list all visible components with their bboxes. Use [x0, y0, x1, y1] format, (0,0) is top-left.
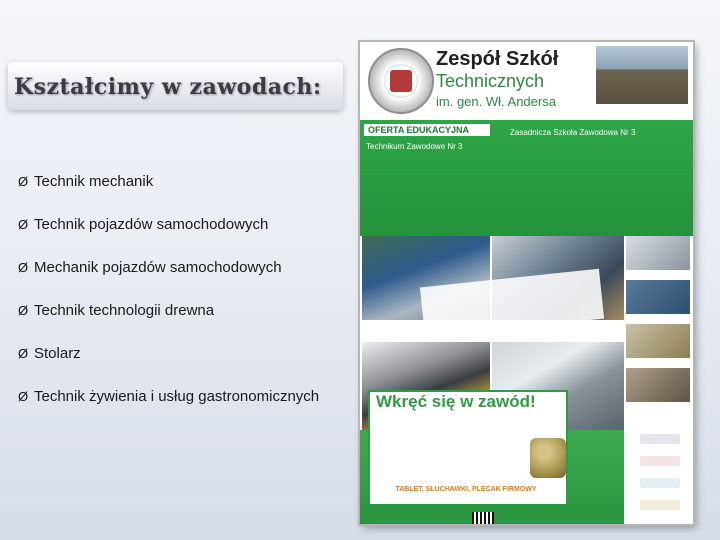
school-emblem-icon — [368, 48, 434, 114]
poster-offer-label: OFERTA EDUKACYJNA — [364, 124, 490, 136]
bullet-text: Technik technologii drewna — [34, 302, 215, 319]
qr-code-icon — [472, 512, 494, 524]
bullet-list — [18, 160, 358, 418]
bullet-item — [18, 203, 358, 246]
school-building-photo — [596, 46, 688, 104]
arrow-bullet-icon: Ø — [18, 389, 29, 404]
arrow-bullet-icon: Ø — [18, 303, 29, 318]
contest-title: Wkręć się w zawód! — [376, 392, 536, 411]
emblem-center — [390, 70, 412, 92]
slide-title: Kształcimy w zawodach: — [14, 74, 322, 100]
poster-school-patron: im. gen. Wł. Andersa — [436, 94, 556, 109]
sponsor-logo — [640, 434, 680, 444]
bullet-item — [18, 332, 358, 375]
bullet-text: Mechanik pojazdów samochodowych — [34, 259, 282, 276]
contest-prize: TABLET, SŁUCHAWKI, PLECAK FIRMOWY — [395, 486, 537, 493]
arrow-bullet-icon: Ø — [18, 174, 29, 189]
poster-offer-band — [360, 120, 693, 236]
bullet-text: Stolarz — [34, 345, 81, 362]
school-poster-image — [360, 42, 693, 524]
bullet-text: Technik żywienia i usług gastronomicznych — [34, 388, 320, 405]
arrow-bullet-icon: Ø — [18, 346, 29, 361]
side-photo — [626, 368, 690, 402]
bullet-text: Technik pojazdów samochodowych — [34, 216, 269, 233]
side-photo — [626, 236, 690, 270]
poster-school-name-2: Technicznych — [436, 71, 545, 91]
bullet-item — [18, 289, 358, 332]
bullet-item — [18, 160, 358, 203]
poster-side-photos — [626, 236, 693, 396]
poster-col2-title: Zasadnicza Szkoła Zawodowa Nr 3 — [510, 128, 636, 137]
arrow-bullet-icon: Ø — [18, 217, 29, 232]
sponsor-logo — [640, 456, 680, 466]
sponsor-logo — [640, 500, 680, 510]
poster-col1-title: Technikum Zawodowe Nr 3 — [366, 142, 463, 151]
sponsor-logo — [640, 478, 680, 488]
bullet-text: Technik mechanik — [34, 173, 154, 190]
side-photo — [626, 324, 690, 358]
poster-school-name: Zespół Szkół — [436, 48, 559, 70]
side-photo — [626, 280, 690, 314]
bullet-item — [18, 375, 358, 418]
arrow-bullet-icon: Ø — [18, 260, 29, 275]
bullet-item — [18, 246, 358, 289]
film-camera-icon — [530, 438, 566, 478]
